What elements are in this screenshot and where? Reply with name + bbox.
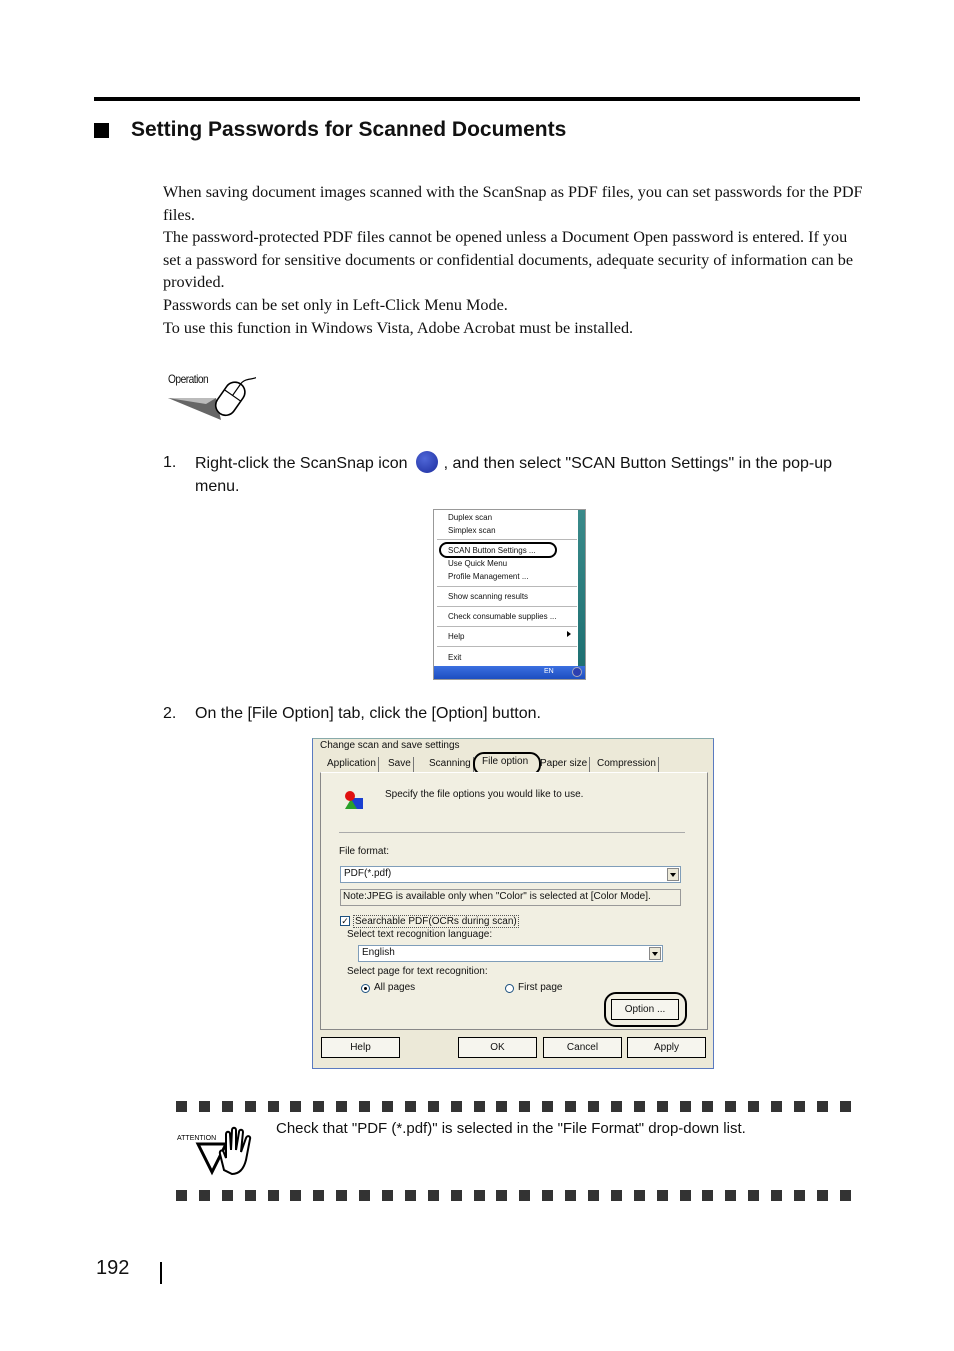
dot-square <box>702 1101 713 1112</box>
dot-square <box>611 1101 622 1112</box>
menu-item-show-scanning-results[interactable]: Show scanning results <box>448 592 529 601</box>
menu-item-duplex-scan[interactable]: Duplex scan <box>448 513 493 522</box>
dot-square <box>748 1190 759 1201</box>
dot-square <box>794 1101 805 1112</box>
apply-button[interactable]: Apply <box>627 1037 706 1058</box>
menu-item-profile-management[interactable]: Profile Management ... <box>448 572 529 581</box>
dot-square <box>634 1101 645 1112</box>
dot-square <box>519 1190 530 1201</box>
dot-square <box>588 1190 599 1201</box>
attention-border-bottom <box>176 1190 852 1201</box>
menu-item-use-quick-menu[interactable]: Use Quick Menu <box>448 559 508 568</box>
menu-item-scan-button-settings[interactable]: SCAN Button Settings ... <box>448 546 536 555</box>
dot-square <box>565 1101 576 1112</box>
section-title: Setting Passwords for Scanned Documents <box>131 118 567 141</box>
step-text: , and then select "SCAN Button Settings" in the pop-up menu. <box>195 455 833 495</box>
help-button[interactable]: Help <box>321 1037 400 1058</box>
tab-application[interactable]: Application <box>325 757 379 772</box>
language-indicator[interactable]: EN <box>544 668 554 675</box>
submenu-arrow-icon <box>567 631 571 637</box>
attention-text: Check that "PDF (*.pdf)" is selected in the "File Format" drop-down list. <box>276 1120 746 1137</box>
intro-text <box>163 181 863 339</box>
dot-square <box>725 1190 736 1201</box>
file-options-icon <box>343 789 365 811</box>
top-rule <box>94 97 860 101</box>
tab-compression[interactable]: Compression <box>595 757 659 772</box>
language-value: English <box>362 947 395 958</box>
highlight-circle <box>439 542 557 558</box>
operation-label: Operation <box>168 372 209 386</box>
file-format-label: File format: <box>339 846 390 857</box>
tab-save[interactable]: Save <box>386 757 414 772</box>
dialog-title: Change scan and save settings <box>320 740 460 751</box>
attention-hand-icon <box>176 1124 258 1178</box>
cancel-button[interactable]: Cancel <box>543 1037 622 1058</box>
dot-square <box>405 1190 416 1201</box>
menu-item-simplex-scan[interactable]: Simplex scan <box>448 526 496 535</box>
menu-separator <box>437 539 577 540</box>
file-format-value: PDF(*.pdf) <box>344 868 392 879</box>
tab-scanning[interactable]: Scanning <box>427 757 474 772</box>
dot-square <box>634 1190 645 1201</box>
dot-square <box>268 1190 279 1201</box>
settings-dialog <box>312 738 714 1069</box>
jpeg-note: Note:JPEG is available only when "Color" is selected at [Color Mode]. <box>340 889 681 906</box>
dot-square <box>817 1190 828 1201</box>
intro-paragraph: The password-protected PDF files cannot be opened unless a Document Open password is entered. If you set a password for sensitive documents or confidential documents, adequate security of information can be provided. <box>163 228 854 292</box>
dot-square <box>474 1101 485 1112</box>
divider <box>339 832 685 833</box>
dot-square <box>428 1190 439 1201</box>
intro-paragraph: Passwords can be set only in Left-Click Menu Mode. <box>163 295 508 314</box>
dot-square <box>336 1190 347 1201</box>
dot-square <box>382 1101 393 1112</box>
dot-square <box>222 1101 233 1112</box>
dot-square <box>222 1190 233 1201</box>
highlight-circle <box>604 992 687 1027</box>
dot-square <box>245 1101 256 1112</box>
dot-square <box>794 1190 805 1201</box>
radio-first-page[interactable] <box>505 984 514 993</box>
language-label: Select text recognition language: <box>347 929 493 940</box>
dot-square <box>542 1101 553 1112</box>
step-number: 1. <box>163 454 177 471</box>
step-text: On the [File Option] tab, click the [Option] button. <box>195 705 541 722</box>
language-dropdown[interactable] <box>358 945 663 962</box>
dot-square <box>359 1190 370 1201</box>
dot-square <box>245 1190 256 1201</box>
desktop-edge <box>578 510 585 679</box>
dot-square <box>680 1190 691 1201</box>
attention-label: ATTENTION <box>177 1135 217 1142</box>
dot-square <box>748 1101 759 1112</box>
dot-square <box>290 1101 301 1112</box>
attention-border-top <box>176 1101 852 1112</box>
dot-square <box>771 1101 782 1112</box>
dot-square <box>199 1101 210 1112</box>
menu-separator <box>437 646 577 647</box>
dot-square <box>451 1190 462 1201</box>
page-number-bar <box>160 1262 162 1284</box>
searchable-pdf-checkbox[interactable]: ✓ <box>341 916 349 926</box>
searchable-pdf-label[interactable]: Searchable PDF(OCRs during scan) <box>355 916 517 927</box>
page-label: Select page for text recognition: <box>347 966 488 977</box>
dot-square <box>817 1101 828 1112</box>
radio-all-pages-label: All pages <box>374 982 416 993</box>
dot-square <box>382 1190 393 1201</box>
dot-square <box>519 1101 530 1112</box>
chevron-down-icon[interactable] <box>649 947 661 960</box>
dot-square <box>405 1101 416 1112</box>
menu-separator <box>437 586 577 587</box>
dot-square <box>359 1101 370 1112</box>
dot-square <box>496 1190 507 1201</box>
dot-square <box>176 1190 187 1201</box>
dot-square <box>336 1101 347 1112</box>
radio-first-page-label: First page <box>518 982 563 993</box>
dot-square <box>725 1101 736 1112</box>
scansnap-tray-icon[interactable] <box>572 667 582 677</box>
tab-file-option[interactable]: File option <box>482 756 529 767</box>
dot-square <box>611 1190 622 1201</box>
dot-square <box>268 1101 279 1112</box>
popup-menu <box>433 509 586 680</box>
menu-item-exit[interactable]: Exit <box>448 653 462 662</box>
dot-square <box>451 1101 462 1112</box>
dot-square <box>542 1190 553 1201</box>
dot-square <box>474 1190 485 1201</box>
dot-square <box>313 1101 324 1112</box>
dot-square <box>496 1101 507 1112</box>
dot-square <box>428 1101 439 1112</box>
tab-paper-size[interactable]: Paper size <box>538 757 590 772</box>
taskbar <box>434 666 585 679</box>
menu-separator <box>437 606 577 607</box>
dot-square <box>588 1101 599 1112</box>
file-format-dropdown[interactable] <box>340 866 681 883</box>
chevron-down-icon[interactable] <box>667 868 679 881</box>
square-bullet-icon <box>94 123 109 138</box>
scansnap-icon <box>416 451 438 473</box>
dot-square <box>657 1190 668 1201</box>
dot-square <box>657 1101 668 1112</box>
radio-all-pages[interactable] <box>361 984 370 993</box>
intro-paragraph: To use this function in Windows Vista, Adobe Acrobat must be installed. <box>163 318 634 337</box>
dot-square <box>313 1190 324 1201</box>
step-number: 2. <box>163 705 177 722</box>
menu-item-help[interactable]: Help <box>448 632 465 641</box>
dot-square <box>199 1190 210 1201</box>
option-button[interactable]: Option ... <box>611 999 679 1020</box>
intro-paragraph: When saving document images scanned with the ScanSnap as PDF files, you can set passwords for the PDF files. <box>163 183 863 224</box>
dot-square <box>290 1190 301 1201</box>
dot-square <box>702 1190 713 1201</box>
menu-item-check-consumable-supplies[interactable]: Check consumable supplies ... <box>448 612 557 621</box>
dot-square <box>840 1190 851 1201</box>
options-description: Specify the file options you would like to use. <box>385 789 584 800</box>
dot-square <box>565 1190 576 1201</box>
step-text: Right-click the ScanSnap icon <box>195 455 408 472</box>
ok-button[interactable]: OK <box>458 1037 537 1058</box>
menu-separator <box>437 626 577 627</box>
section-heading <box>94 118 566 142</box>
dot-square <box>771 1190 782 1201</box>
dot-square <box>680 1101 691 1112</box>
dot-square <box>176 1101 187 1112</box>
page-number: 192 <box>96 1257 130 1279</box>
dot-square <box>840 1101 851 1112</box>
